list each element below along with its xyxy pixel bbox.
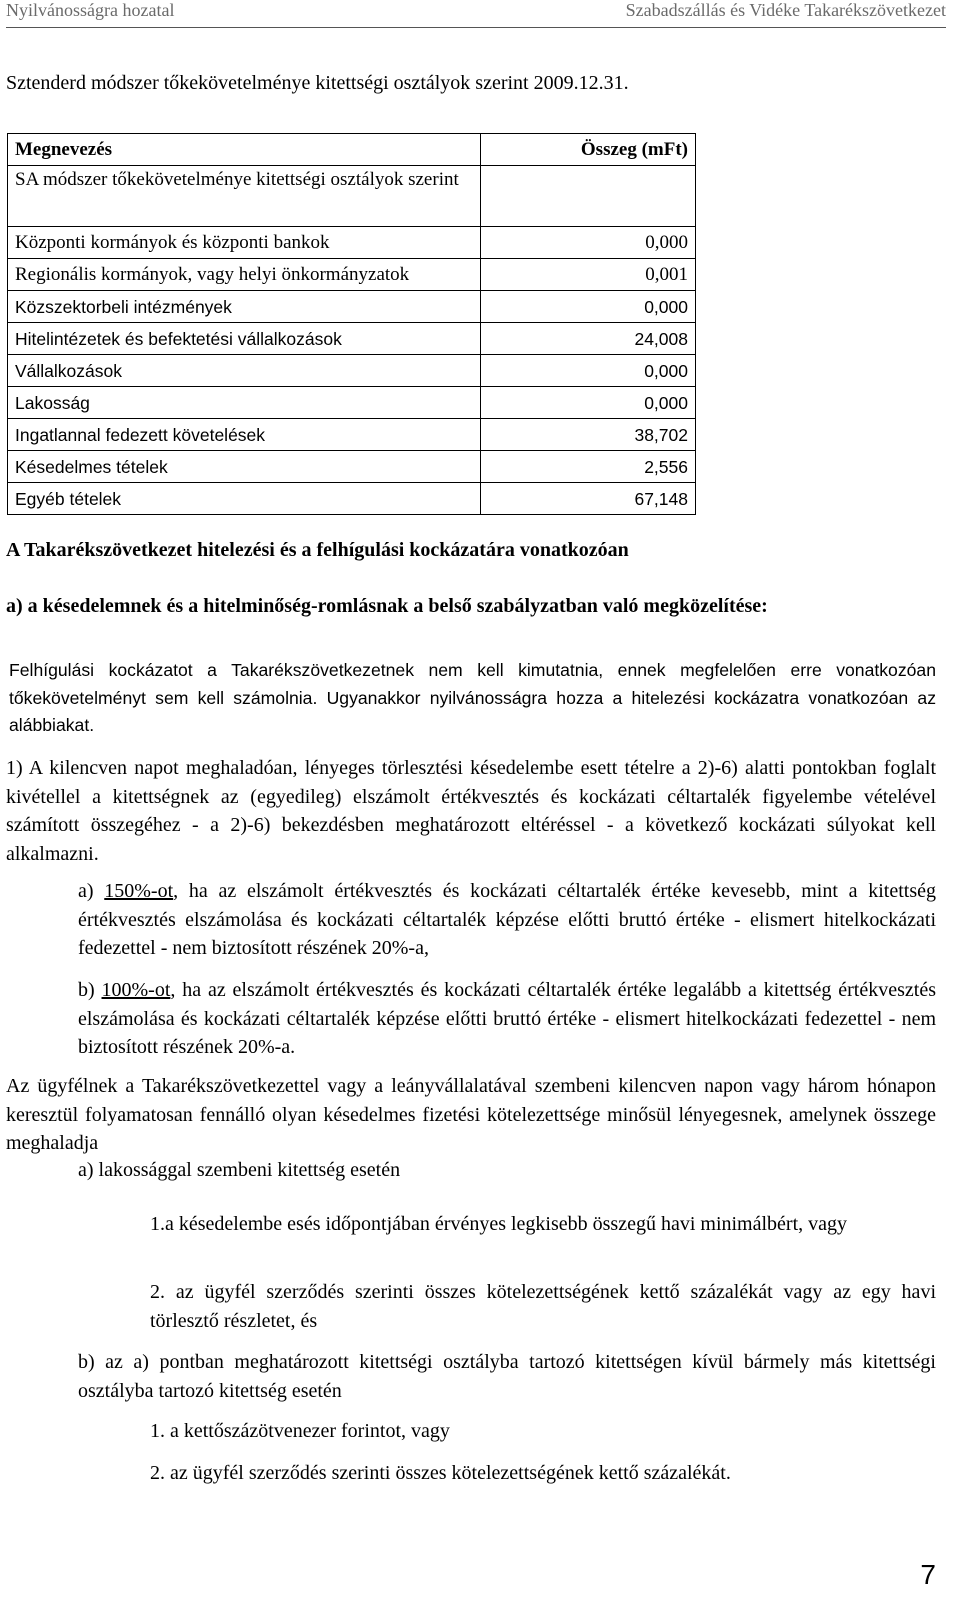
- table-row: [8, 483, 696, 515]
- table-row: [8, 387, 696, 419]
- table-row: [8, 451, 696, 483]
- row-value: 0,000: [481, 227, 696, 259]
- column-header-name: Megnevezés: [8, 134, 481, 166]
- row-label: Regionális kormányok, vagy helyi önkormányzatok: [8, 259, 481, 291]
- section-title: A Takarékszövetkezet hitelezési és a felhígulási kockázatára vonatkozóan: [6, 539, 629, 561]
- table-subheader: SA módszer tőkekövetelménye kitettségi osztályok szerint: [8, 166, 481, 227]
- table-row: [8, 291, 696, 323]
- list-b-item-2: 2. az ügyfél szerződés szerinti összes kötelezettségének kettő százalékát.: [150, 1462, 731, 1484]
- table-row: [8, 323, 696, 355]
- paragraph-risk-weights: 1) A kilencven napot meghaladóan, lényeges törlesztési késedelembe esett tételre a 2)-6) alatti pontokban foglalt kivétellel a kitettségnek az (egyedileg) elszámolt értékvesztés és kockázati céltartalék figyelembe vételével számított összegéhez - a 2)-6) bekezdésben meghatározott eltéréssel - a következő kockázati súlyokat kell alkalmazni.: [6, 757, 936, 865]
- row-value: 67,148: [481, 483, 696, 515]
- table-subheader-empty: [481, 166, 696, 227]
- item-percentage: 150%-ot: [104, 880, 174, 902]
- page-number: 7: [920, 1559, 936, 1590]
- paragraph-material-delay: Az ügyfélnek a Takarékszövetkezettel vagy a leányvállalatával szembeni kilencven napon vagy három hónapon keresztül folyamatosan fennálló olyan késedelmes fizetési kötelezettsége minősül lényegesnek, amelynek összege meghaladja: [6, 1075, 936, 1154]
- list-b-other: b) az a) pontban meghatározott kitettségi osztályba tartozó kitettségen kívül bármely más kitettségi osztályba tartozó kitettség esetén: [78, 1351, 936, 1402]
- row-value: 0,000: [481, 355, 696, 387]
- list-item-a-150: [78, 877, 936, 963]
- row-label: Egyéb tételek: [8, 483, 481, 515]
- table-header-row: [8, 134, 696, 166]
- item-prefix: a): [78, 880, 105, 902]
- row-label: Késedelmes tételek: [8, 451, 481, 483]
- row-label: Központi kormányok és központi bankok: [8, 227, 481, 259]
- table-row: [8, 355, 696, 387]
- item-text: , ha az elszámolt értékvesztés és kockázati céltartalék értéke kevesebb, mint a kitettség értékvesztés elszámolása és kockázati céltartalék képzése előtti bruttó értéke - elismert hitelkockázati fedezettel - nem biztosított részének 20%-a,: [78, 880, 936, 959]
- table-row: [8, 227, 696, 259]
- header-rule: [6, 27, 946, 28]
- subsection-a-heading: a) a késedelemnek és a hitelminőség-romlásnak a belső szabályzatban való megközelítése:: [6, 595, 768, 617]
- table-row: [8, 419, 696, 451]
- document-title: Sztenderd módszer tőkekövetelménye kitettségi osztályok szerint 2009.12.31.: [6, 72, 629, 94]
- table-row: [8, 259, 696, 291]
- header-right: Szabadszállás és Vidéke Takarékszövetkezet: [625, 0, 946, 20]
- row-value: 0,000: [481, 291, 696, 323]
- item-text: , ha az elszámolt értékvesztés és kockázati céltartalék értéke legalább a kitettség értékvesztés elszámolása és kockázati céltartalék képzése előtti bruttó értéke - elismert hitelkockázati fedezettel - nem biztosított részének 20%-a.: [78, 979, 936, 1058]
- row-value: 38,702: [481, 419, 696, 451]
- capital-requirement-table: [7, 133, 696, 515]
- column-header-amount: Összeg (mFt): [481, 134, 696, 166]
- list-a-item-1: 1.a késedelembe esés időpontjában érvényes legkisebb összegű havi minimálbért, vagy: [150, 1213, 848, 1235]
- list-a-item-2: 2. az ügyfél szerződés szerinti összes kötelezettségének kettő százalékát vagy az egy havi törlesztő részletet, és: [150, 1281, 936, 1332]
- item-percentage: 100%-ot: [101, 979, 171, 1001]
- row-value: 24,008: [481, 323, 696, 355]
- list-b-item-1: 1. a kettőszázötvenezer forintot, vagy: [150, 1420, 450, 1442]
- paragraph-dilution-risk: Felhígulási kockázatot a Takarékszövetkezetnek nem kell kimutatnia, ennek megfelelően erre vonatkozóan tőkekövetelményt sem kell számolnia. Ugyanakkor nyilvánosságra hozza a hitelezési kockázatra vonatkozóan az alábbiakat.: [9, 660, 936, 735]
- row-label: Lakosság: [8, 387, 481, 419]
- table-subheader-row: [8, 166, 696, 227]
- row-value: 0,001: [481, 259, 696, 291]
- row-value: 2,556: [481, 451, 696, 483]
- item-prefix: b): [78, 979, 102, 1001]
- list-a-retail: a) lakossággal szembeni kitettség esetén: [78, 1159, 401, 1181]
- row-label: Ingatlannal fedezett követelések: [8, 419, 481, 451]
- row-label: Vállalkozások: [8, 355, 481, 387]
- row-label: Közszektorbeli intézmények: [8, 291, 481, 323]
- list-item-b-100: [78, 976, 936, 1062]
- row-label: Hitelintézetek és befektetési vállalkozások: [8, 323, 481, 355]
- row-value: 0,000: [481, 387, 696, 419]
- header-left: Nyilvánosságra hozatal: [6, 0, 175, 20]
